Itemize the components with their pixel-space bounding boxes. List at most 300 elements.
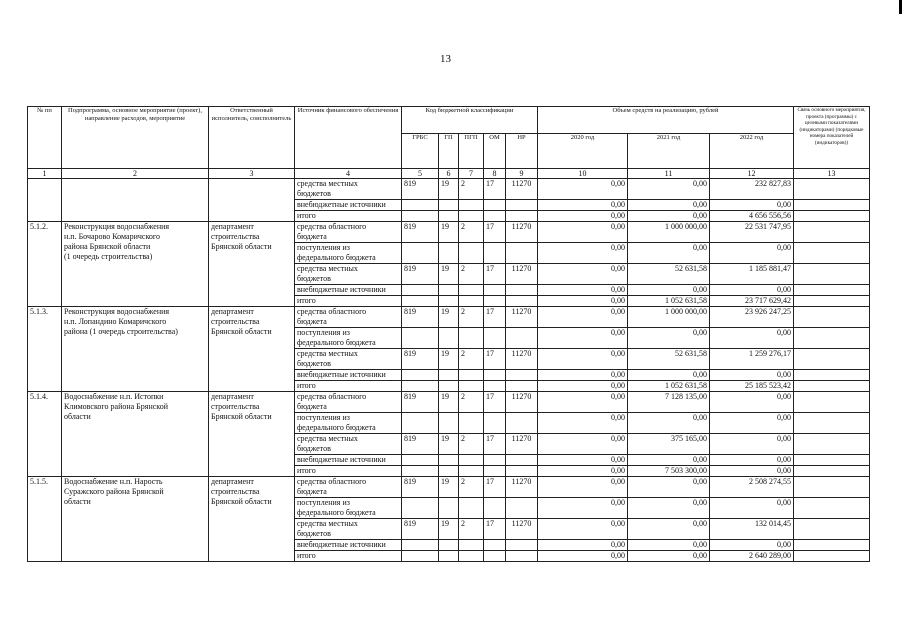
- program-name-line: Климовского района Брянской: [64, 402, 169, 411]
- code-om: 17: [484, 349, 506, 370]
- funding-source-line: бюджета: [297, 317, 327, 326]
- code-pgp: [459, 296, 484, 307]
- code-pgp: 2: [459, 307, 484, 328]
- code-pgp: 2: [459, 264, 484, 285]
- row-number: 5.1.3.: [28, 307, 62, 392]
- funding-source-line: бюджета: [297, 487, 327, 496]
- header-2020: 2020 год: [538, 134, 628, 169]
- code-gp: [439, 296, 459, 307]
- amount-y2022: 0,00: [710, 434, 794, 455]
- code-nr: 11270: [506, 349, 538, 370]
- funding-source: [295, 434, 402, 455]
- funding-source-line: бюджета: [297, 402, 327, 411]
- code-gp: 19: [439, 307, 459, 328]
- column-number: 12: [710, 169, 794, 179]
- code-gp: [439, 498, 459, 519]
- amount-y2021: 375 165,00: [628, 434, 710, 455]
- funding-source-line: средства местных: [297, 179, 358, 188]
- code-grbs: [402, 413, 439, 434]
- header-nr: НР: [506, 134, 538, 169]
- code-grbs: 819: [402, 519, 439, 540]
- column-number: 8: [484, 169, 506, 179]
- amount-y2022: 2 640 289,00: [710, 551, 794, 562]
- code-om: [484, 551, 506, 562]
- amount-y2021: 7 128 135,00: [628, 392, 710, 413]
- code-grbs: 819: [402, 477, 439, 498]
- indicator-link: [794, 179, 870, 200]
- code-om: [484, 498, 506, 519]
- indicator-link: [794, 551, 870, 562]
- code-nr: [506, 296, 538, 307]
- program-name-line: Водоснабжение н.п. Истопки: [64, 392, 164, 401]
- code-gp: [439, 466, 459, 477]
- program-name-line: (1 очередь строительства): [64, 252, 153, 261]
- code-nr: 11270: [506, 519, 538, 540]
- code-grbs: 819: [402, 392, 439, 413]
- column-number: 5: [402, 169, 439, 179]
- table-row: [28, 222, 870, 243]
- amount-y2020: 0,00: [538, 519, 628, 540]
- code-gp: [439, 455, 459, 466]
- amount-y2022: 0,00: [710, 200, 794, 211]
- executor-line: департамент: [211, 307, 254, 316]
- amount-y2020: 0,00: [538, 211, 628, 222]
- code-nr: 11270: [506, 264, 538, 285]
- funding-source-line: внебюджетные источники: [297, 200, 386, 209]
- code-pgp: 2: [459, 392, 484, 413]
- funding-source-line: средства местных: [297, 519, 358, 528]
- executor-line: департамент: [211, 392, 254, 401]
- indicator-link: [794, 222, 870, 243]
- amount-y2021: 0,00: [628, 211, 710, 222]
- row-number: 5.1.4.: [28, 392, 62, 477]
- amount-y2020: 0,00: [538, 200, 628, 211]
- code-om: 17: [484, 392, 506, 413]
- funding-source-line: федерального бюджета: [297, 508, 376, 517]
- amount-y2022: 22 531 747,95: [710, 222, 794, 243]
- executor: [209, 477, 295, 562]
- amount-y2020: 0,00: [538, 413, 628, 434]
- table-row: [28, 179, 870, 200]
- amount-y2022: 0,00: [710, 413, 794, 434]
- funding-source-line: бюджетов: [297, 529, 331, 538]
- code-pgp: [459, 413, 484, 434]
- column-number: 4: [295, 169, 402, 179]
- funding-source: [295, 243, 402, 264]
- funding-source-line: бюджета: [297, 232, 327, 241]
- header-source: Источник финансового обеспечения: [295, 107, 402, 169]
- code-gp: 19: [439, 392, 459, 413]
- funding-source: [295, 264, 402, 285]
- code-grbs: [402, 498, 439, 519]
- column-number: 7: [459, 169, 484, 179]
- code-nr: [506, 381, 538, 392]
- amount-y2022: 0,00: [710, 285, 794, 296]
- row-number: 5.1.2.: [28, 222, 62, 307]
- funding-source: [295, 370, 402, 381]
- funding-source-line: средства областного: [297, 477, 367, 486]
- program-name-line: Реконструкция водоснабжения: [64, 222, 170, 231]
- column-number: 1: [28, 169, 62, 179]
- code-nr: 11270: [506, 222, 538, 243]
- amount-y2020: 0,00: [538, 179, 628, 200]
- code-nr: [506, 498, 538, 519]
- amount-y2021: 0,00: [628, 179, 710, 200]
- code-gp: [439, 370, 459, 381]
- amount-y2022: 0,00: [710, 328, 794, 349]
- header-om: ОМ: [484, 134, 506, 169]
- code-pgp: 2: [459, 519, 484, 540]
- code-pgp: 2: [459, 349, 484, 370]
- amount-y2022: 2 508 274,55: [710, 477, 794, 498]
- code-gp: [439, 381, 459, 392]
- column-number: 13: [794, 169, 870, 179]
- indicator-link: [794, 477, 870, 498]
- program-name-line: н.п. Бочарово Комаричского: [64, 232, 161, 241]
- program-name: [62, 307, 209, 392]
- executor: [209, 307, 295, 392]
- code-om: 17: [484, 179, 506, 200]
- program-name-line: Суражского района Брянской: [64, 487, 164, 496]
- funding-source-line: поступления из: [297, 413, 350, 422]
- indicator-link: [794, 307, 870, 328]
- code-nr: [506, 466, 538, 477]
- indicator-link: [794, 328, 870, 349]
- funding-source: [295, 307, 402, 328]
- amount-y2020: 0,00: [538, 455, 628, 466]
- code-grbs: [402, 200, 439, 211]
- header-link: Связь основного мероприятия, проекта (программы) с целевыми показателями (индикаторами) (порядковые номера показателей (индикаторов)): [794, 107, 870, 169]
- program-name-line: области: [64, 412, 91, 421]
- amount-y2021: 1 052 631,58: [628, 296, 710, 307]
- code-gp: 19: [439, 179, 459, 200]
- code-om: [484, 455, 506, 466]
- funding-source: [295, 285, 402, 296]
- funding-source-line: средства местных: [297, 349, 358, 358]
- amount-y2020: 0,00: [538, 222, 628, 243]
- amount-y2020: 0,00: [538, 540, 628, 551]
- amount-y2021: 52 631,58: [628, 349, 710, 370]
- code-gp: [439, 551, 459, 562]
- code-pgp: [459, 551, 484, 562]
- funding-source: [295, 200, 402, 211]
- funding-source: [295, 466, 402, 477]
- executor: [209, 222, 295, 307]
- code-om: [484, 540, 506, 551]
- funding-source-line: итого: [297, 381, 316, 390]
- amount-y2021: 0,00: [628, 370, 710, 381]
- executor-line: Брянской области: [211, 412, 272, 421]
- indicator-link: [794, 243, 870, 264]
- program-name: [62, 392, 209, 477]
- amount-y2021: 0,00: [628, 477, 710, 498]
- amount-y2022: 0,00: [710, 392, 794, 413]
- funding-source-line: бюджетов: [297, 444, 331, 453]
- indicator-link: [794, 540, 870, 551]
- code-gp: [439, 540, 459, 551]
- code-om: [484, 200, 506, 211]
- header-program: Подпрограмма, основное мероприятие (проект), направление расходов, мероприятие: [62, 107, 209, 169]
- funding-source: [295, 179, 402, 200]
- code-grbs: 819: [402, 307, 439, 328]
- funding-source-line: итого: [297, 296, 316, 305]
- row-number: 5.1.5.: [28, 477, 62, 562]
- indicator-link: [794, 296, 870, 307]
- column-number: 9: [506, 169, 538, 179]
- funding-source-line: средства местных: [297, 434, 358, 443]
- funding-source-line: итого: [297, 551, 316, 560]
- amount-y2021: 0,00: [628, 328, 710, 349]
- code-grbs: [402, 285, 439, 296]
- funding-source: [295, 477, 402, 498]
- code-grbs: [402, 296, 439, 307]
- code-pgp: [459, 370, 484, 381]
- amount-y2022: 0,00: [710, 455, 794, 466]
- header-amount: Объем средств на реализацию, рублей: [538, 107, 794, 134]
- amount-y2020: 0,00: [538, 477, 628, 498]
- code-pgp: [459, 243, 484, 264]
- code-gp: 19: [439, 222, 459, 243]
- amount-y2022: 25 185 523,42: [710, 381, 794, 392]
- column-number: 3: [209, 169, 295, 179]
- indicator-link: [794, 370, 870, 381]
- executor-line: департамент: [211, 222, 254, 231]
- page-number: 13: [440, 53, 451, 65]
- code-gp: 19: [439, 264, 459, 285]
- code-om: [484, 413, 506, 434]
- code-gp: [439, 243, 459, 264]
- code-om: 17: [484, 222, 506, 243]
- amount-y2022: 1 259 276,17: [710, 349, 794, 370]
- indicator-link: [794, 498, 870, 519]
- header-row: [28, 107, 870, 134]
- funding-source: [295, 551, 402, 562]
- header-gp: ГП: [439, 134, 459, 169]
- executor-line: Брянской области: [211, 242, 272, 251]
- funding-source-line: средства областного: [297, 222, 367, 231]
- amount-y2020: 0,00: [538, 498, 628, 519]
- code-pgp: 2: [459, 222, 484, 243]
- funding-source-line: поступления из: [297, 498, 350, 507]
- amount-y2021: 0,00: [628, 200, 710, 211]
- amount-y2021: 0,00: [628, 243, 710, 264]
- code-gp: [439, 211, 459, 222]
- code-om: 17: [484, 307, 506, 328]
- funding-source-line: бюджетов: [297, 274, 331, 283]
- scan-edge-mark: [899, 0, 902, 14]
- code-gp: [439, 413, 459, 434]
- amount-y2022: 0,00: [710, 466, 794, 477]
- funding-source-line: средства местных: [297, 264, 358, 273]
- amount-y2021: 0,00: [628, 540, 710, 551]
- funding-source: [295, 498, 402, 519]
- funding-source-line: федерального бюджета: [297, 423, 376, 432]
- amount-y2021: 7 503 300,00: [628, 466, 710, 477]
- funding-source-line: средства областного: [297, 307, 367, 316]
- code-pgp: 2: [459, 179, 484, 200]
- funding-source-line: бюджетов: [297, 189, 331, 198]
- amount-y2021: 1 000 000,00: [628, 307, 710, 328]
- amount-y2022: 0,00: [710, 243, 794, 264]
- code-om: [484, 466, 506, 477]
- amount-y2020: 0,00: [538, 307, 628, 328]
- code-grbs: 819: [402, 434, 439, 455]
- code-om: [484, 370, 506, 381]
- amount-y2021: 1 052 631,58: [628, 381, 710, 392]
- code-om: [484, 211, 506, 222]
- amount-y2022: 23 926 247,25: [710, 307, 794, 328]
- code-gp: 19: [439, 519, 459, 540]
- header-grbs: ГРБС: [402, 134, 439, 169]
- column-number: 6: [439, 169, 459, 179]
- amount-y2022: 232 827,83: [710, 179, 794, 200]
- executor-line: строительства: [211, 317, 260, 326]
- funding-source-line: внебюджетные источники: [297, 285, 386, 294]
- amount-y2020: 0,00: [538, 349, 628, 370]
- column-number: 11: [628, 169, 710, 179]
- amount-y2022: 4 656 556,56: [710, 211, 794, 222]
- amount-y2022: 23 717 629,42: [710, 296, 794, 307]
- code-nr: 11270: [506, 179, 538, 200]
- code-grbs: [402, 455, 439, 466]
- amount-y2022: 132 014,45: [710, 519, 794, 540]
- amount-y2020: 0,00: [538, 243, 628, 264]
- code-pgp: [459, 381, 484, 392]
- code-nr: 11270: [506, 307, 538, 328]
- executor-line: департамент: [211, 477, 254, 486]
- funding-source: [295, 519, 402, 540]
- executor-line: строительства: [211, 402, 260, 411]
- header-pgp: ПГП: [459, 134, 484, 169]
- code-grbs: [402, 211, 439, 222]
- indicator-link: [794, 200, 870, 211]
- indicator-link: [794, 519, 870, 540]
- code-nr: 11270: [506, 434, 538, 455]
- indicator-link: [794, 392, 870, 413]
- funding-source-line: поступления из: [297, 243, 350, 252]
- column-number: 10: [538, 169, 628, 179]
- table-row: [28, 307, 870, 328]
- amount-y2022: 0,00: [710, 540, 794, 551]
- code-grbs: [402, 370, 439, 381]
- program-name-line: области: [64, 497, 91, 506]
- code-pgp: 2: [459, 434, 484, 455]
- code-nr: 11270: [506, 392, 538, 413]
- amount-y2020: 0,00: [538, 551, 628, 562]
- funding-source: [295, 211, 402, 222]
- funding-source: [295, 392, 402, 413]
- funding-source-line: внебюджетные источники: [297, 455, 386, 464]
- code-grbs: 819: [402, 222, 439, 243]
- code-grbs: [402, 540, 439, 551]
- indicator-link: [794, 434, 870, 455]
- funding-source-line: итого: [297, 466, 316, 475]
- code-om: [484, 243, 506, 264]
- code-gp: 19: [439, 477, 459, 498]
- executor-line: Брянской области: [211, 327, 272, 336]
- program-name: [62, 179, 209, 222]
- code-nr: [506, 243, 538, 264]
- header-2022: 2022 год: [710, 134, 794, 169]
- code-pgp: 2: [459, 477, 484, 498]
- code-gp: [439, 200, 459, 211]
- amount-y2021: 1 000 000,00: [628, 222, 710, 243]
- program-name: [62, 477, 209, 562]
- funding-source-line: средства областного: [297, 392, 367, 401]
- funding-source-line: внебюджетные источники: [297, 540, 386, 549]
- header-no: № пп: [28, 107, 62, 169]
- funding-source-line: федерального бюджета: [297, 253, 376, 262]
- indicator-link: [794, 381, 870, 392]
- code-grbs: [402, 243, 439, 264]
- code-om: 17: [484, 264, 506, 285]
- code-gp: 19: [439, 434, 459, 455]
- code-nr: [506, 200, 538, 211]
- executor: [209, 392, 295, 477]
- amount-y2020: 0,00: [538, 296, 628, 307]
- column-numbers-row: [28, 169, 870, 179]
- table-row: [28, 477, 870, 498]
- amount-y2021: 0,00: [628, 498, 710, 519]
- header-2021: 2021 год: [628, 134, 710, 169]
- executor-line: Брянской области: [211, 497, 272, 506]
- funding-source-line: федерального бюджета: [297, 338, 376, 347]
- code-nr: [506, 540, 538, 551]
- code-nr: [506, 211, 538, 222]
- code-gp: [439, 328, 459, 349]
- column-number: 2: [62, 169, 209, 179]
- amount-y2021: 0,00: [628, 551, 710, 562]
- code-pgp: [459, 540, 484, 551]
- amount-y2021: 0,00: [628, 413, 710, 434]
- header-executor: Ответственный исполнитель, соисполнитель: [209, 107, 295, 169]
- amount-y2020: 0,00: [538, 434, 628, 455]
- code-pgp: [459, 466, 484, 477]
- code-grbs: [402, 328, 439, 349]
- funding-source: [295, 381, 402, 392]
- code-om: [484, 285, 506, 296]
- code-pgp: [459, 498, 484, 519]
- code-om: [484, 381, 506, 392]
- code-om: 17: [484, 477, 506, 498]
- code-nr: [506, 551, 538, 562]
- table-row: [28, 392, 870, 413]
- amount-y2020: 0,00: [538, 264, 628, 285]
- indicator-link: [794, 264, 870, 285]
- program-name-line: Реконструкция водоснабжения: [64, 307, 170, 316]
- funding-source-line: итого: [297, 211, 316, 220]
- code-grbs: [402, 551, 439, 562]
- program-name: [62, 222, 209, 307]
- code-nr: [506, 455, 538, 466]
- code-om: 17: [484, 434, 506, 455]
- code-nr: 11270: [506, 477, 538, 498]
- indicator-link: [794, 413, 870, 434]
- code-grbs: 819: [402, 349, 439, 370]
- code-pgp: [459, 200, 484, 211]
- amount-y2022: 0,00: [710, 370, 794, 381]
- code-grbs: [402, 466, 439, 477]
- program-name-line: Водоснабжение н.п. Нарость: [64, 477, 163, 486]
- code-nr: [506, 285, 538, 296]
- amount-y2021: 0,00: [628, 285, 710, 296]
- amount-y2022: 0,00: [710, 498, 794, 519]
- funding-source-line: бюджетов: [297, 359, 331, 368]
- program-name-line: н.п. Лопандино Комаричского: [64, 317, 167, 326]
- executor-line: строительства: [211, 232, 260, 241]
- code-nr: [506, 328, 538, 349]
- funding-source: [295, 222, 402, 243]
